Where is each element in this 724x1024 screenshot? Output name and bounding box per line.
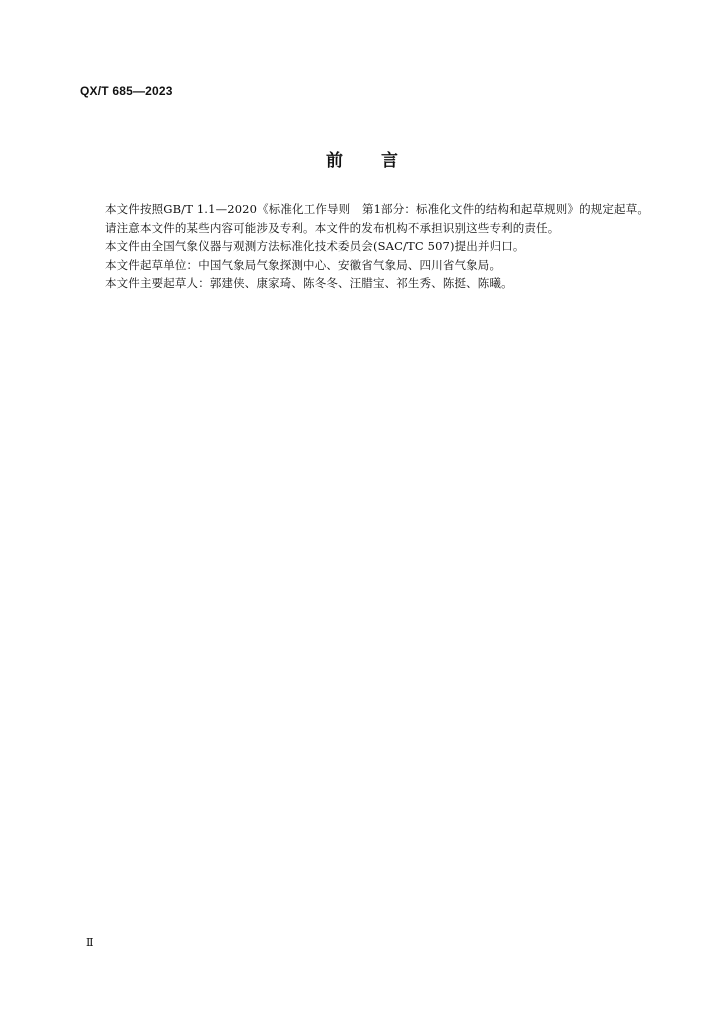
page-title-char-1: 前 [326, 151, 343, 171]
paragraph-drafting-rules: 本文件按照GB/T 1.1—2020《标准化工作导则 第1部分：标准化文件的结构和起草规则》的规定起草。 [105, 202, 650, 216]
standard-number: QX/T 685—2023 [80, 84, 173, 98]
page-title-char-2: 言 [381, 151, 398, 171]
paragraph-patent-notice: 请注意本文件的某些内容可能涉及专利。本文件的发布机构不承担识别这些专利的责任。 [105, 220, 560, 235]
paragraph-drafting-units: 本文件起草单位：中国气象局气象探测中心、安徽省气象局、四川省气象局。 [105, 257, 502, 272]
foreword-body [81, 200, 651, 293]
page-number: Ⅱ [86, 937, 94, 949]
page-title [0, 146, 724, 171]
paragraph-proposer: 本文件由全国气象仪器与观测方法标准化技术委员会(SAC/TC 507)提出并归口。 [105, 239, 525, 254]
paragraph-drafters: 本文件主要起草人：郭建侠、康家琦、陈冬冬、汪腊宝、祁生秀、陈挺、陈曦。 [105, 276, 513, 291]
